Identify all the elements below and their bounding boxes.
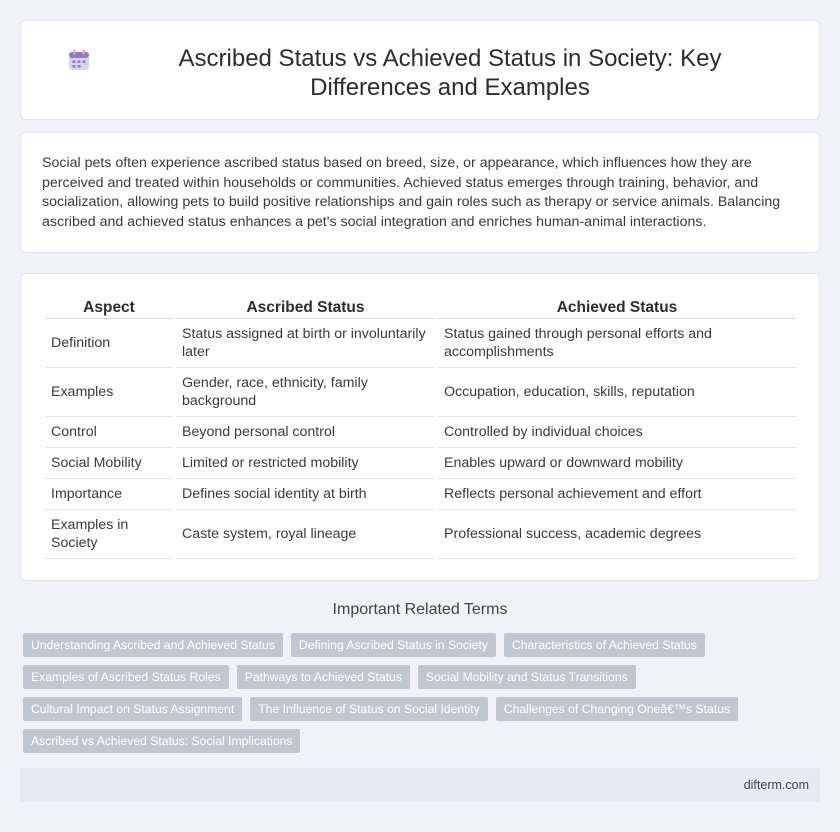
table-cell: Limited or restricted mobility — [176, 448, 435, 479]
table-row — [45, 319, 796, 368]
related-terms-heading: Important Related Terms — [332, 601, 508, 618]
table-cell: Social Mobility — [45, 448, 173, 479]
table-cell: Controlled by individual choices — [438, 417, 796, 448]
related-tag[interactable]: Examples of Ascribed Status Roles — [23, 665, 229, 689]
intro-paragraph: Social pets often experience ascribed status based on breed, size, or appearance, which influences how they are perceived and treated within households or communities. Achieved status emerges through training, behavior, and socialization, allowing pets to build positive relationships and gain roles such as therapy or service animals. Balancing ascribed and achieved status enhances a pet's social integration and enriches human-animal interactions. — [42, 155, 781, 230]
table-cell: Enables upward or downward mobility — [438, 448, 796, 479]
header-aspect: Aspect — [45, 296, 173, 319]
table-cell: Beyond personal control — [176, 417, 435, 448]
related-tag[interactable]: Understanding Ascribed and Achieved Status — [23, 633, 283, 657]
table-cell: Importance — [45, 479, 173, 510]
related-tag[interactable]: The Influence of Status on Social Identity — [250, 697, 488, 721]
table-cell: Caste system, royal lineage — [176, 510, 435, 559]
header-ascribed: Ascribed Status — [176, 296, 435, 319]
table-cell: Gender, race, ethnicity, family background — [176, 368, 435, 417]
table-cell: Defines social identity at birth — [176, 479, 435, 510]
comparison-table — [42, 296, 799, 559]
table-row — [45, 510, 796, 559]
header-achieved: Achieved Status — [438, 296, 796, 319]
table-row — [45, 417, 796, 448]
table-header-row — [45, 296, 796, 319]
title-card — [20, 20, 820, 120]
related-tag[interactable]: Social Mobility and Status Transitions — [418, 665, 636, 689]
table-row — [45, 448, 796, 479]
related-tag[interactable]: Ascribed vs Achieved Status: Social Implications — [23, 729, 300, 753]
related-tag[interactable]: Pathways to Achieved Status — [237, 665, 410, 689]
related-tag[interactable]: Characteristics of Achieved Status — [504, 633, 705, 657]
related-tag[interactable]: Challenges of Changing Oneâ€™s Status — [496, 697, 738, 721]
table-cell: Reflects personal achievement and effort — [438, 479, 796, 510]
table-cell: Occupation, education, skills, reputation — [438, 368, 796, 417]
table-row — [45, 479, 796, 510]
table-cell: Examples in Society — [45, 510, 173, 559]
table-cell: Examples — [45, 368, 173, 417]
footer-site-name[interactable]: difterm.com — [743, 778, 809, 792]
table-cell: Definition — [45, 319, 173, 368]
table-row — [45, 368, 796, 417]
intro-card — [20, 132, 820, 253]
table-cell: Status assigned at birth or involuntarily later — [176, 319, 435, 368]
comparison-table-card — [20, 273, 820, 581]
table-cell: Status gained through personal efforts and accomplishments — [438, 319, 796, 368]
page-title: Ascribed Status vs Achieved Status in Society: Key Differences and Examples — [178, 45, 722, 101]
related-tag[interactable]: Defining Ascribed Status in Society — [291, 633, 496, 657]
table-cell: Control — [45, 417, 173, 448]
table-cell: Professional success, academic degrees — [438, 510, 796, 559]
related-terms-tags — [23, 633, 731, 761]
related-tag[interactable]: Cultural Impact on Status Assignment — [23, 697, 242, 721]
footer — [20, 768, 820, 802]
